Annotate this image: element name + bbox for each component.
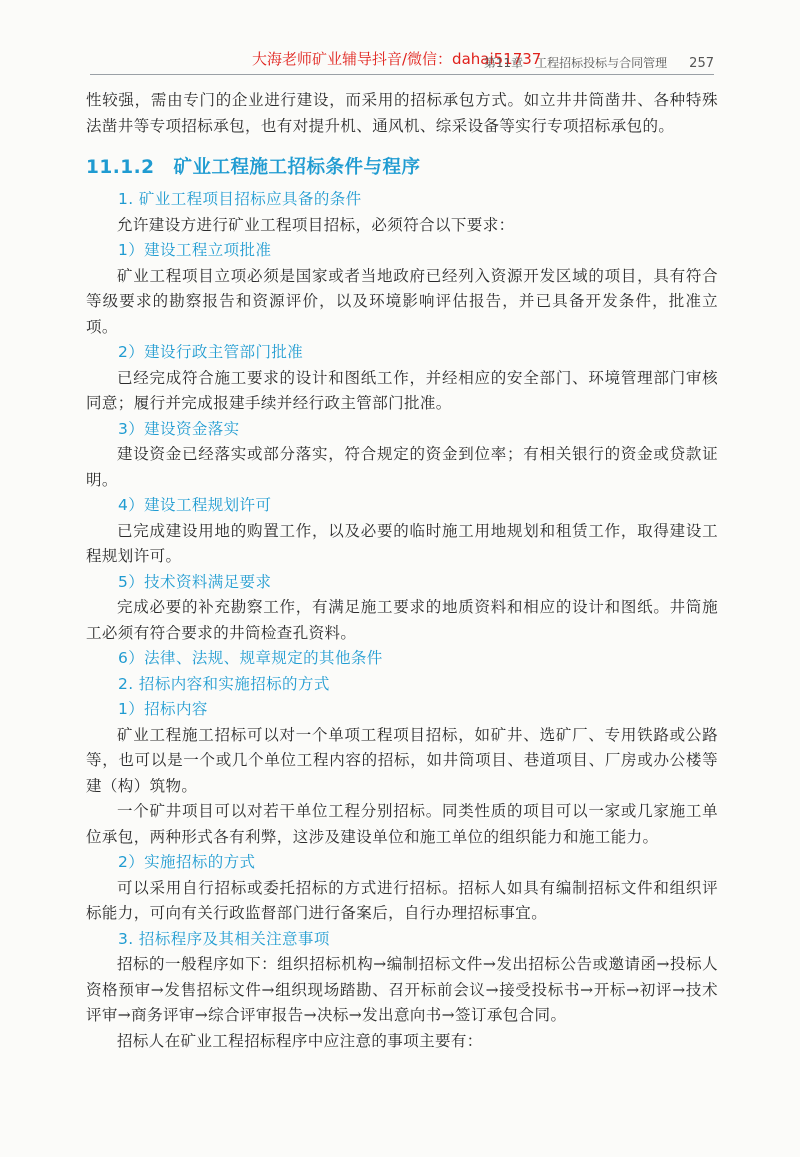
page-body (86, 88, 718, 1054)
paragraph: 矿业工程项目立项必须是国家或者当地政府已经列入资源开发区域的项目，具有符合等级要求的勘察报告和资源评价，以及环境影响评估报告，并已具备开发条件，批准立项。 (86, 266, 718, 336)
paragraph-intro: 性较强，需由专门的企业进行建设，而采用的招标承包方式。如立井井筒凿井、各种特殊法凿井等专项招标承包，也有对提升机、通风机、综采设备等实行专项招标承包的。 (86, 91, 718, 135)
paragraph: 可以采用自行招标或委托招标的方式进行招标。招标人如具有编制招标文件和组织评标能力，可向有关行政监督部门进行备案后，自行办理招标事宜。 (86, 878, 718, 922)
subsection-heading-3: 3. 招标程序及其相关注意事项 (118, 929, 330, 948)
paragraph: 建设资金已经落实或部分落实，符合规定的资金到位率；有相关银行的资金或贷款证明。 (86, 445, 718, 489)
subsection-heading-2: 2. 招标内容和实施招标的方式 (118, 674, 330, 693)
chapter-title: 第11章 工程招标投标与合同管理 (483, 56, 668, 70)
paragraph: 允许建设方进行矿业工程项目招标，必须符合以下要求： (117, 215, 515, 234)
paragraph: 招标的一般程序如下：组织招标机构→编制招标文件→发出招标公告或邀请函→投标人资格预审→发售招标文件→组织现场踏勘、召开标前会议→接受投标书→开标→初评→技术评审→商务评审→综合评审报告→决标→发出意向书→签订承包合同。 (86, 955, 718, 1024)
paragraph: 一个矿井项目可以对若干单位工程分别招标。同类性质的项目可以一家或几家施工单位承包，两种形式各有利弊，这涉及建设单位和施工单位的组织能力和施工能力。 (86, 802, 718, 846)
item-heading-1-4: 4）建设工程规划许可 (118, 496, 272, 514)
paragraph: 完成必要的补充勘察工作，有满足施工要求的地质资料和相应的设计和图纸。井筒施工必须有符合要求的井筒检查孔资料。 (86, 598, 718, 642)
item-heading-1-6: 6）法律、法规、规章规定的其他条件 (118, 649, 383, 667)
page-number: 257 (689, 56, 714, 71)
paragraph: 矿业工程施工招标可以对一个单项工程项目招标，如矿井、选矿厂、专用铁路或公路等，也可以是一个或几个单位工程内容的招标，如井筒项目、巷道项目、厂房或办公楼等建（构）筑物。 (86, 725, 718, 795)
item-heading-2-2: 2）实施招标的方式 (118, 853, 256, 871)
item-heading-1-5: 5）技术资料满足要求 (118, 572, 272, 591)
item-heading-1-2: 2）建设行政主管部门批准 (118, 343, 304, 361)
item-heading-2-1: 1）招标内容 (118, 700, 208, 718)
watermark-text: 大海老师矿业辅导抖音/微信：dahai51737 (252, 50, 542, 68)
subsection-heading-1: 1. 矿业工程项目招标应具备的条件 (118, 190, 362, 208)
item-heading-1-3: 3）建设资金落实 (118, 419, 240, 438)
paragraph: 已完成建设用地的购置工作，以及必要的临时施工用地规划和租赁工作，取得建设工程规划许可。 (86, 521, 718, 565)
section-heading: 11.1.2 矿业工程施工招标条件与程序 (86, 157, 421, 178)
paragraph: 已经完成符合施工要求的设计和图纸工作，并经相应的安全部门、环境管理部门审核同意；履行并完成报建手续并经行政主管部门批准。 (86, 368, 718, 412)
page-header (90, 48, 714, 75)
paragraph: 招标人在矿业工程招标程序中应注意的事项主要有： (117, 1031, 483, 1050)
item-heading-1-1: 1）建设工程立项批准 (118, 241, 272, 259)
running-head (484, 54, 714, 71)
